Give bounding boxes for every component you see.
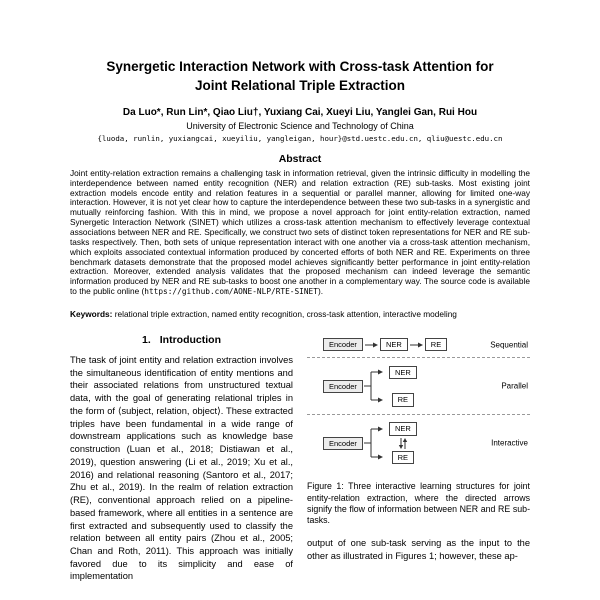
section-1-title: Introduction: [159, 333, 221, 346]
section-1-heading: [70, 334, 293, 346]
bidirectional-arrows-icon: [397, 438, 409, 449]
abstract-body-text: Joint entity-relation extraction remains a challenging task in information retrieval, given the intrinsic difficulty in modelling the interdependence between named entity recognition (NER) and relation extraction (RE) sub-tasks. Most existing joint extraction models encode entity and relation features in a sequential or parallel manner, allowing for limited one-way interaction. However, it is not yet clear how to capture the interdependence between these two sub-tasks in a synergistic and mutually reinforcing fashion. With this in mind, we propose a novel approach for joint entity-relation extraction, named Synergetic Interaction Network (SINET) which utilizes a cross-task attention mechanism to effectively leverage contextual associations between NER and RE. Specifically, we construct two sets of distinct token representations for NER and RE sub-tasks respectively. Then, both sets of unique representation interact with one another via a cross-task attention mechanism, which exploits associated contextual information produced by concerted efforts of both NER and RE. Experiments on three benchmark datasets demonstrate that the proposed model achieves significantly better performance in joint entity-relation extraction. Moreover, extended analysis validates that the proposed mechanism can indeed leverage the semantic information produced by NER and RE sub-tasks to boost one another in a complementary way. The source code is available to the public online (: [70, 167, 530, 297]
title-line-2: Joint Relational Triple Extraction: [194, 77, 406, 93]
abstract-heading: Abstract: [278, 152, 322, 165]
abstract-section: [70, 153, 530, 297]
abstract-closing-text: ).: [317, 286, 324, 297]
figure-1-caption: Figure 1: Three interactive learning structures for joint entity-relation extraction, where the directed arrows signify the flow of information between NER and RE sub-tasks.: [307, 481, 530, 526]
title-line-1: Synergetic Interaction Network with Cross-task Attention for: [106, 59, 494, 74]
introduction-paragraph: The task of joint entity and relation extraction involves the simultaneous identification of entity mentions and their associated relations from unstructured textual data, with the goal of generating relational triples in the form of ⟨subject, relation, object⟩. These extracted triples have been fundamental in a wide range of downstream applications such as knowledge base construction (Luan et al., 2018; Distiawan et al., 2019), question answering (Li et al., 2019; Xu et al., 2016) and relational reasoning (Santoro et al., 2017; Zhu et al., 2019). In the realm of relation extraction (RE), conventional approach relied on a pipeline-based framework, where all entities in a sentence are first extracted and subsequently used to classify the relation between all entity pairs (Zhou et al., 2005; Chan and Roth, 2011). This approach was initially favored due to its simplicity and ease of implementation: [70, 354, 293, 582]
encoder-box: Encoder: [323, 338, 363, 351]
encoder-box: Encoder: [323, 380, 363, 393]
keywords-line: [70, 309, 530, 319]
interactive-label: Interactive: [491, 438, 528, 448]
source-code-link[interactable]: https://github.com/AONE-NLP/RTE-SINET: [144, 287, 318, 297]
keywords-label: Keywords:: [70, 308, 113, 319]
keywords-text: relational triple extraction, named entity recognition, cross-task attention, interactive modeling: [112, 308, 457, 319]
arrow-right-icon: [410, 341, 423, 349]
right-column: [307, 332, 530, 583]
right-column-paragraph: output of one sub-task serving as the input to the other as illustrated in Figures 1; however, these ap-: [307, 538, 530, 562]
section-1-number: 1.: [141, 333, 151, 346]
re-box: RE: [392, 451, 414, 464]
two-column-body: [70, 332, 530, 583]
ner-box: NER: [380, 338, 408, 351]
abstract-paragraph: [70, 169, 530, 297]
encoder-box: Encoder: [323, 437, 363, 450]
figure-panel-interactive: [307, 415, 530, 471]
ner-re-stack: [389, 366, 417, 407]
sequential-label: Sequential: [490, 340, 528, 350]
ner-box: NER: [389, 366, 417, 379]
authors-line: Da Luo*, Run Lin*, Qiao Liu†, Yuxiang Cai, Xueyi Liu, Yanglei Gan, Rui Hou: [122, 106, 478, 118]
affiliation-line: University of Electronic Science and Technology of China: [186, 120, 414, 131]
figure-panel-parallel: [307, 358, 530, 414]
re-box: RE: [425, 338, 447, 351]
arrow-right-icon: [365, 341, 378, 349]
re-box: RE: [392, 393, 414, 406]
fork-arrows-icon: [364, 364, 388, 408]
title-block: [70, 58, 530, 143]
ner-re-stack: [389, 422, 417, 464]
paper-title: [70, 58, 530, 96]
parallel-label: Parallel: [501, 381, 528, 391]
ner-box: NER: [389, 422, 417, 435]
left-column: [70, 332, 293, 583]
emails-line: {luoda, runlin, yuxiangcai, xueyiliu, yangleigan, hour}@std.uestc.edu.cn, qliu@uestc.edu.cn: [97, 133, 503, 143]
figure-panel-sequential: [307, 332, 530, 357]
fork-arrows-icon: [364, 421, 388, 465]
figure-1: [307, 332, 530, 526]
